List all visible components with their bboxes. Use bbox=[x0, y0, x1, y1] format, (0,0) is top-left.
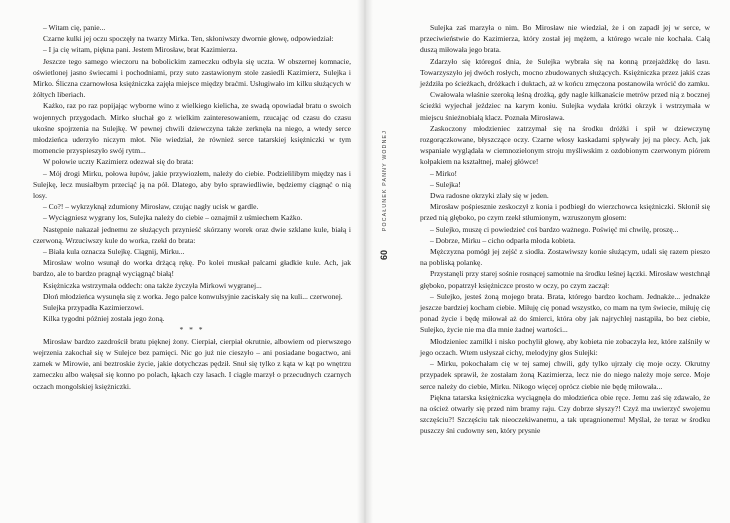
paragraph: – Witam cię, panie... bbox=[43, 23, 106, 32]
paragraph: Mirosław wolno wsunął do worka drżącą rękę. Po kolei muskał palcami gładkie kule. Ach, jak bardzo, ale to bardzo pragnął wyciągnąć białą! bbox=[33, 258, 351, 279]
paragraph: Zdarzyło się któregoś dnia, że Sulejka wybrała się na konną przejażdżkę do lasu. Towarzyszyło jej dwóch rosłych, mocno zbudowanych służących. Księżniczka przez jakiś czas jeździła po ścieżkach, dróżkach i duktach, aż w końcu zmęczona postanowiła wrócić do zamku. bbox=[420, 56, 710, 89]
paragraph: Księżniczka wstrzymała oddech: ona także życzyła Mirkowi wygranej... bbox=[43, 280, 262, 290]
paragraph: Mirosław bardzo zazdrościł bratu pięknej żony. Cierpiał, cierpiał okrutnie, albowiem od pierwszego wejrzenia zakochał się w Sulejce bez pamięci. Nic go już nie cieszyło – ani posiadane bogactwo, ani zamek w Mirowie, ani beztroskie życie, jakie dotychczas pędził. Snuł się tylko z kąta w kąt po wnętrzu zameczku albo wałęsał się konno po polach, łąkach czy lasach. I ciągle marzył o przecudnych czarnych oczach mongolskiej księżniczki. bbox=[33, 336, 351, 391]
paragraph: W połowie uczty Kazimierz odezwał się do brata: bbox=[43, 157, 194, 167]
paragraph: Czarne kulki jej oczu spoczęły na twarzy Mirka. Ten, skłoniwszy dwornie głowę, odpowiedział: bbox=[43, 34, 334, 44]
paragraph: – Sulejko, jesteś żoną mojego brata. Brata, którego bardzo kocham. Jednakże... jednakże jeszcze bardziej kocham ciebie. Miłuję cię ponad wszystko, co mam na tym świecie, miłuję cię ponad życie i będę miłował aż do śmierci, która oby jak najrychlej nastąpiła, bo bez ciebie, Sulejko, życie nie ma dla mnie żadnej wartości... bbox=[420, 291, 710, 335]
paragraph: – Mirko! bbox=[430, 168, 458, 178]
right-page-text bbox=[420, 22, 710, 437]
paragraph: – Sulejka! bbox=[430, 179, 461, 189]
paragraph: Każko, raz po raz popijając wyborne wino z wielkiego kielicha, ze swadą opowiadał bratu o swoich wojennych przygodach. Mirko słuchał go z wielkim zainteresowaniem, rzucając od czasu do czasu ukośne spojrzenia na Sulejkę. W pewnej chwili dziewczyna także zerknęła na niego, a wtedy serce młodzieńca uderzyło niczym młot. Nie wiedział, że również serce tatarskiej księżniczki w tym momencie przyspieszyło swój rytm... bbox=[33, 101, 351, 156]
paragraph: Sulejka zaś marzyła o nim. Bo Mirosław nie wiedział, że i on zapadł jej w serce, w przeciwieństwie do Kazimierza, który został jej mężem, a którego wcale nie kochała. Całą duszą miłowała jego brata. bbox=[420, 23, 710, 55]
paragraph: Mirosław pośpiesznie zeskoczył z konia i podbiegł do wierzchowca księżniczki. Skłonił się przed nią głęboko, po czym rzekł stłumionym, wzruszonym głosem: bbox=[420, 202, 710, 223]
paragraph: Następnie nakazał jednemu ze służących przynieść skórzany worek oraz dwie szklane kule, białą i czerwoną. Wrzuciwszy kule do worka, rzekł do brata: bbox=[33, 224, 351, 245]
paragraph: Mężczyzna pomógł jej zejść z siodła. Zostawiwszy konie służącym, udali się razem pieszo na pobliską polankę. bbox=[420, 247, 710, 268]
paragraph: – Co?! – wykrzyknął zdumiony Mirosław, czując nagły ucisk w gardle. bbox=[43, 202, 259, 212]
running-head: POCAŁUNEK PANNY WODNEJ bbox=[382, 130, 388, 232]
page-number: 60 bbox=[379, 250, 389, 261]
left-page-text bbox=[33, 22, 351, 392]
paragraph: Dwa radosne okrzyki zlały się w jeden. bbox=[430, 191, 549, 201]
paragraph: Cwałowała właśnie szeroką leśną drożką, gdy nagle kilkanaście metrów przed nią z bocznej ścieżki wyjechał jeździec na karym koniu. Sulejka wydała krótki okrzyk i wstrzymała w miejscu śnieżnobiałą klacz. Poznała Mirosława. bbox=[420, 90, 710, 122]
paragraph: – Biała kula oznacza Sulejkę. Ciągnij, Mirku... bbox=[43, 247, 185, 257]
right-page bbox=[365, 0, 730, 523]
paragraph: Zaskoczony młodzieniec zatrzymał się na środku dróżki i spił w dziewczynę rozgorączkowane, błyszczące oczy. Czarne włosy kaskadami spływały jej na plecy. Ach, jak wspaniale wyglądała w ciemnozielonym stroju myśliwskim z ozdobionym czerwonym piórem kołpakiem na kształtnej, małej główce! bbox=[420, 123, 710, 167]
paragraph: – Wyciągniesz wygrany los, Sulejka należy do ciebie – oznajmił z uśmiechem Każko. bbox=[43, 213, 303, 223]
paragraph: Młodzieniec zamilkł i nisko pochylił głowę, aby kobieta nie zobaczyła łez, które zalśniły w jego oczach. Wtem usłyszał cichy, melodyjny głos Sulejki: bbox=[420, 336, 710, 357]
paragraph: – I ja cię witam, piękna pani. Jestem Mirosław, brat Kazimierza. bbox=[43, 45, 238, 55]
paragraph: Kilka tygodni później została jego żoną. bbox=[43, 314, 165, 324]
paragraph: Przystanęli przy starej sośnie rosnącej samotnie na środku leśnej łączki. Mirosław westchnął głęboko, popatrzył księżniczce prosto w oczy, po czym zaczął: bbox=[420, 269, 710, 290]
paragraph: Sulejka przypadła Kazimierzowi. bbox=[43, 303, 144, 313]
paragraph: – Mój drogi Mirku, połowa łupów, jakie przywiozłem, należy do ciebie. Podzielilibym między nas i Sulejkę, lecz musiałbym przeciąć ją na pół. Dlatego, aby było sprawiedliwie, będziemy ciągnąć o nią losy. bbox=[33, 168, 351, 201]
book-gutter bbox=[357, 0, 373, 523]
paragraph: * * * bbox=[179, 325, 205, 335]
paragraph: Dłoń młodzieńca wysunęła się z worka. Jego palce konwulsyjnie zaciskały się na kuli... czerwonej. bbox=[43, 291, 343, 301]
paragraph: – Mirku, pokochałam cię w tej samej chwili, gdy tylko ujrzały cię moje oczy. Okrutny przypadek sprawił, że zostałam żoną Kazimierza, lecz nie do niego należy moje serce. Moje serce należy do ciebie, Mirku. Nikogo więcej oprócz ciebie nie będę miłowała... bbox=[420, 359, 710, 391]
paragraph: – Dobrze, Mirku – cicho odparła młoda kobieta. bbox=[430, 235, 576, 245]
paragraph: – Sulejko, muszę ci powiedzieć coś bardzo ważnego. Poświęć mi chwilę, proszę... bbox=[430, 224, 679, 234]
paragraph: Jeszcze tego samego wieczoru na bobolickim zameczku odbyła się uczta. W obszernej komnacie, oświetlonej jasno świecami i pochodniami, przy suto zastawionym stole zasiedli Kazimierz, Sulejka i Mirko. Śliczna czarnowłosa księżniczka zajęła miejsce między braćmi. Usługiwało im kilku służących w żółtych liberiach. bbox=[33, 56, 351, 100]
paragraph: Piękna tatarska księżniczka wyciągnęła do młodzieńca obie ręce. Jemu zaś się zdawało, że na oścież otwarły się przed nim bramy raju. Czy dobrze słyszy?! Czyż ma uwierzyć swojemu szczęściu?! Szczęściu tak nieoczekiwanemu, a tak upragnionemu! Myślał, że teraz w środku puszczy śni cudowny sen, który prysnie bbox=[420, 392, 710, 436]
